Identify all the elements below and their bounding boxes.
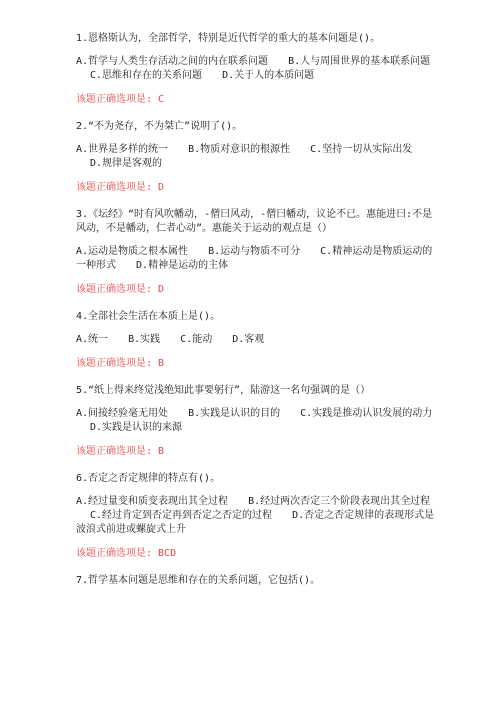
option-d: D.实践是认识的来源 bbox=[90, 422, 183, 433]
question-stem: 5.“纸上得来终觉浅绝知此事要躬行”，陆游这一名句强调的是（） bbox=[76, 385, 371, 396]
answer-line: 该题正确选项是: D bbox=[76, 182, 165, 193]
question-stem: 6.否定之否定规律的特点有()。 bbox=[76, 473, 221, 484]
question-7 bbox=[76, 574, 442, 588]
question-stem: 7.哲学基本问题是思维和存在的关系问题，它包括()。 bbox=[76, 575, 321, 586]
answer-line: 该题正确选项是: D bbox=[76, 284, 165, 295]
question-options bbox=[76, 245, 442, 273]
option-a: A.间接经验毫无用处 bbox=[76, 408, 169, 419]
question-5 bbox=[76, 384, 442, 459]
option-b: B.物质对意识的根源性 bbox=[188, 144, 291, 155]
option-a: A.经过量变和质变表现出其全过程 bbox=[76, 496, 229, 507]
question-1 bbox=[76, 32, 442, 107]
option-b: B.实践 bbox=[128, 334, 161, 345]
option-c: C.精神运动是物质运动的一种形式 bbox=[76, 246, 433, 271]
question-options bbox=[76, 407, 442, 435]
question-stem: 2.“不为尧存，不为桀亡”说明了()。 bbox=[76, 121, 243, 132]
question-6 bbox=[76, 472, 442, 561]
option-b: B.运动与物质不可分 bbox=[208, 246, 301, 257]
option-b: B.实践是认识的目的 bbox=[188, 408, 281, 419]
option-c: C.思维和存在的关系问题 bbox=[90, 70, 203, 81]
option-d: D.关于人的本质问题 bbox=[222, 70, 315, 81]
question-3 bbox=[76, 208, 442, 297]
answer-line: 该题正确选项是: B bbox=[76, 446, 165, 457]
option-a: A.统一 bbox=[76, 334, 109, 345]
question-4 bbox=[76, 310, 442, 371]
option-d: D.精神是运动的主体 bbox=[136, 260, 229, 271]
question-options bbox=[76, 55, 442, 83]
option-d: D.规律是客观的 bbox=[90, 158, 163, 169]
option-b: B.经过两次否定三个阶段表现出其全过程 bbox=[248, 496, 431, 507]
question-stem: 4.全部社会生活在本质上是()。 bbox=[76, 311, 221, 322]
option-a: A.哲学与人类生存活动之间的内在联系问题 bbox=[76, 56, 269, 67]
option-a: A.世界是多样的统一 bbox=[76, 144, 169, 155]
question-options bbox=[76, 495, 442, 537]
question-options bbox=[76, 143, 442, 171]
option-d: D.客观 bbox=[232, 334, 265, 345]
question-list bbox=[76, 32, 442, 597]
answer-line: 该题正确选项是: C bbox=[76, 94, 165, 105]
option-c: C.坚持一切从实际出发 bbox=[310, 144, 413, 155]
answer-line: 该题正确选项是: BCD bbox=[76, 548, 177, 559]
question-stem: 3.《坛经》“时有风吹幡动，-僧曰风动，-僧曰幡动，议论不已。惠能进曰:不是风动，不是幡动，仁者心动”。惠能关于运动的观点是（） bbox=[76, 209, 433, 234]
question-stem: 1.恩格斯认为，全部哲学，特别是近代哲学的重大的基本问题是()。 bbox=[76, 33, 381, 44]
question-options bbox=[76, 333, 442, 347]
question-2 bbox=[76, 120, 442, 195]
option-d: D.否定之否定规律的表现形式是波浪式前进或螺旋式上升 bbox=[76, 510, 435, 535]
option-c: C.实践是推动认识发展的动力 bbox=[300, 408, 433, 419]
answer-line: 该题正确选项是: B bbox=[76, 358, 165, 369]
option-c: C.经过肯定到否定再到否定之否定的过程 bbox=[90, 510, 273, 521]
option-c: C.能动 bbox=[180, 334, 213, 345]
option-a: A.运动是物质之根本属性 bbox=[76, 246, 189, 257]
option-b: B.人与周围世界的基本联系问题 bbox=[288, 56, 431, 67]
